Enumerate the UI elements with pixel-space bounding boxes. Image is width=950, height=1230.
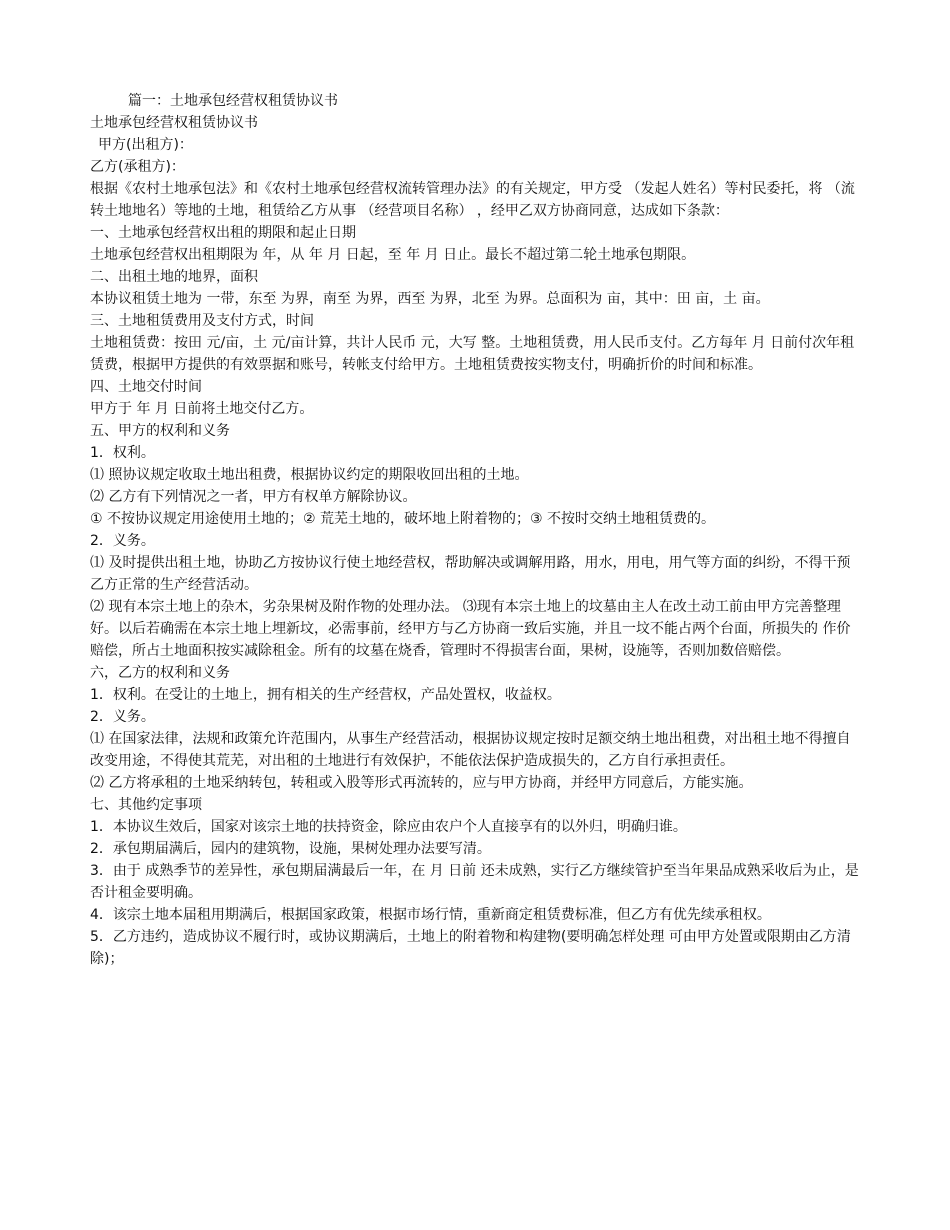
duties-a-item-1: ⑴ 及时提供出租土地，协助乙方按协议行使土地经营权，帮助解决或调解用路，用水，用电，用气等方面的纠纷，不得干预乙方正常的生产经营活动。 — [90, 555, 851, 593]
section-heading-6: 六，乙方的权利和义务 — [90, 665, 230, 681]
document-body — [90, 90, 860, 970]
duties-heading-b: 2．义务。 — [90, 709, 155, 725]
rights-a-item-3: ① 不按协议规定用途使用土地的；② 荒芜土地的，破坏地上附着物的；③ 不按时交纳土地租赁费的。 — [90, 511, 716, 527]
section-4-text: 甲方于 年 月 日前将土地交付乙方。 — [90, 401, 314, 417]
party-a-line: 甲方(出租方)： — [98, 137, 193, 153]
other-item-3: 3．由于 成熟季节的差异性，承包期届满最后一年，在 月 日前 还未成熟，实行乙方继续管护至当年果品成熟采收后为止，是否计租金要明确。 — [90, 863, 859, 901]
rights-heading-a: 1．权利。 — [90, 445, 155, 461]
section-heading-4: 四、土地交付时间 — [90, 379, 202, 395]
document-title: 土地承包经营权租赁协议书 — [90, 115, 258, 131]
section-3-text: 土地租赁费：按田 元/亩，土 元/亩计算，共计人民币 元，大写 整。土地租赁费，用人民币支付。乙方每年 月 日前付次年租赁费，根据甲方提供的有效票据和账号，转帐支付给甲方。土地租赁费按实物支付，明确折价的时间和标准。 — [90, 335, 855, 373]
other-item-1: 1．本协议生效后，国家对该宗土地的扶持资金，除应由农户个人直接享有的以外归，明确归谁。 — [90, 819, 687, 835]
section-heading-1: 一、土地承包经营权出租的期限和起止日期 — [90, 225, 356, 241]
rights-a-item-2: ⑵ 乙方有下列情况之一者，甲方有权单方解除协议。 — [90, 489, 417, 505]
party-b-line: 乙方(承租方)： — [90, 159, 185, 175]
section-heading-2: 二、出租土地的地界，面积 — [90, 269, 258, 285]
section-heading-7: 七、其他约定事项 — [90, 797, 202, 813]
other-item-5: 5．乙方违约，造成协议不履行时，或协议期满后，土地上的附着物和构建物(要明确怎样处理 可由甲方处置或限期由乙方清除)； — [90, 929, 851, 967]
rights-a-item-1: ⑴ 照协议规定收取土地出租费，根据协议约定的期限收回出租的土地。 — [90, 467, 529, 483]
section-2-text: 本协议租赁土地为 一带，东至 为界，南至 为界，西至 为界，北至 为界。总面积为 亩，其中：田 亩，土 亩。 — [90, 291, 770, 307]
duties-heading-a: 2．义务。 — [90, 533, 155, 549]
other-item-2: 2．承包期届满后，园内的建筑物，设施，果树处理办法要写清。 — [90, 841, 491, 857]
section-heading-3: 三、土地租赁费用及支付方式，时间 — [90, 313, 314, 329]
other-item-4: 4．该宗土地本届租用期满后，根据国家政策，根据市场行情，重新商定租赁费标准，但乙方有优先续承租权。 — [90, 907, 771, 923]
document-heading: 篇一：土地承包经营权租赁协议书 — [128, 93, 338, 109]
duties-a-item-2: ⑵ 现有本宗土地上的杂木，劣杂果树及附作物的处理办法。 ⑶现有本宗土地上的坟墓由主人在改土动工前由甲方完善整理好。以后若确需在本宗土地上埋新坟，必需事前，经甲方与乙方协商一致后实施，并且一坟不能占两个台面，所损失的 作价赔偿，所占土地面积按实减除租金。所有的坟墓在烧香，管理时不得损害台面，果树，设施等，否则加数倍赔偿。 — [90, 599, 851, 659]
section-1-text: 土地承包经营权出租期限为 年，从 年 月 日起，至 年 月 日止。最长不超过第二轮土地承包期限。 — [90, 247, 696, 263]
rights-b: 1．权利。在受让的土地上，拥有相关的生产经营权，产品处置权，收益权。 — [90, 687, 561, 703]
duties-b-item-2: ⑵ 乙方将承租的土地采纳转包，转租或入股等形式再流转的，应与甲方协商，并经甲方同意后，方能实施。 — [90, 775, 753, 791]
preamble-paragraph: 根据《农村土地承包法》和《农村土地承包经营权流转管理办法》的有关规定，甲方受 （发起人姓名）等村民委托，将 （流转土地地名）等地的土地，租赁给乙方从事 （经营项目名称） ，经甲乙双方协商同意，达成如下条款： — [90, 181, 855, 219]
duties-b-item-1: ⑴ 在国家法律，法规和政策允许范围内，从事生产经营活动，根据协议规定按时足额交纳土地出租费，对出租土地不得擅自改变用途，不得使其荒芜，对出租的土地进行有效保护，不能依法保护造成损失的，乙方自行承担责任。 — [90, 731, 851, 769]
section-heading-5: 五、甲方的权利和义务 — [90, 423, 230, 439]
